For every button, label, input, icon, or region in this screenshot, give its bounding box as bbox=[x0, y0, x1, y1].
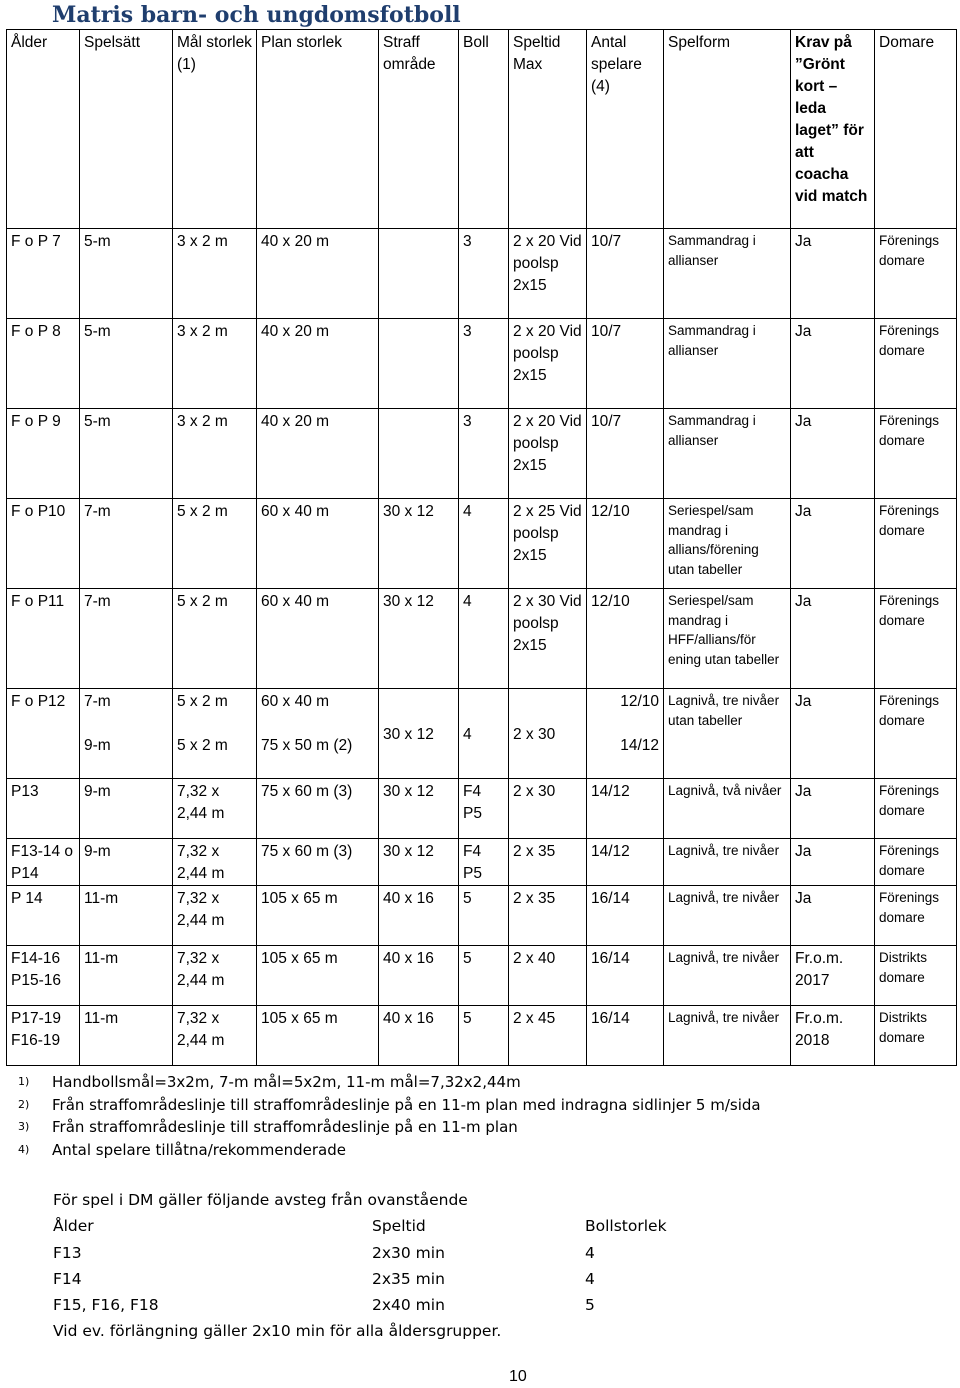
age-cell: F o P11 bbox=[7, 589, 80, 689]
referee-cell: Förenings domare bbox=[875, 779, 957, 839]
footnote-text: Antal spelare tillåtna/rekommenderade bbox=[52, 1141, 346, 1160]
table-row bbox=[7, 499, 957, 589]
dm-row bbox=[53, 1240, 753, 1266]
dm-cell: 2x30 min bbox=[372, 1243, 445, 1262]
mode-cell: 9-m bbox=[80, 839, 173, 886]
header-cell: Boll bbox=[459, 30, 509, 229]
form-cell: Lagnivå, tre nivåer utan tabeller bbox=[664, 689, 791, 779]
field-cell: 40 x 20 m bbox=[257, 229, 379, 319]
header-cell: Spelform bbox=[664, 30, 791, 229]
field-value: 75 x 50 m (2) bbox=[261, 737, 353, 754]
dm-section bbox=[53, 1187, 753, 1345]
mode-cell: 7-m bbox=[80, 499, 173, 589]
time-cell: 2 x 30 bbox=[509, 779, 587, 839]
referee-cell: Förenings domare bbox=[875, 319, 957, 409]
dm-note: Vid ev. förlängning gäller 2x10 min för alla åldersgrupper. bbox=[53, 1322, 502, 1341]
form-cell: Lagnivå, tre nivåer bbox=[664, 1006, 791, 1066]
players-cell: 14/12 bbox=[587, 779, 664, 839]
referee-cell: Förenings domare bbox=[875, 409, 957, 499]
dm-cell: F15, F16, F18 bbox=[53, 1296, 159, 1315]
dm-header: Bollstorlek bbox=[585, 1217, 667, 1236]
footnotes bbox=[18, 1071, 761, 1162]
ball-cell: 5 bbox=[459, 946, 509, 1006]
referee-cell: Förenings domare bbox=[875, 589, 957, 689]
green-card-cell: Ja bbox=[791, 779, 875, 839]
mode-cell bbox=[80, 689, 173, 779]
page-number: 10 bbox=[509, 1368, 527, 1385]
players-cell: 16/14 bbox=[587, 886, 664, 946]
header-cell: Antal spelare (4) bbox=[587, 30, 664, 229]
goal-cell bbox=[173, 689, 257, 779]
players-cell: 10/7 bbox=[587, 409, 664, 499]
field-cell: 105 x 65 m bbox=[257, 946, 379, 1006]
goal-cell: 5 x 2 m bbox=[173, 589, 257, 689]
players-value: 14/12 bbox=[620, 737, 659, 754]
dm-cell: F14 bbox=[53, 1269, 82, 1288]
green-card-cell: Ja bbox=[791, 319, 875, 409]
form-cell: Sammandrag i allianser bbox=[664, 229, 791, 319]
referee-cell: Distrikts domare bbox=[875, 946, 957, 1006]
goal-cell: 7,32 x 2,44 m bbox=[173, 1006, 257, 1066]
dm-cell: 4 bbox=[585, 1269, 595, 1288]
referee-cell: Förenings domare bbox=[875, 499, 957, 589]
mode-cell: 11-m bbox=[80, 1006, 173, 1066]
green-card-cell: Ja bbox=[791, 229, 875, 319]
time-cell: 2 x 40 bbox=[509, 946, 587, 1006]
field-cell: 60 x 40 m bbox=[257, 589, 379, 689]
header-cell: Straff område bbox=[379, 30, 459, 229]
goal-value: 5 x 2 m bbox=[177, 737, 228, 754]
table-row bbox=[7, 779, 957, 839]
green-card-cell: Ja bbox=[791, 409, 875, 499]
time-cell: 2 x 20 Vid poolsp 2x15 bbox=[509, 409, 587, 499]
footnote-text: Från straffområdeslinje till straffområdeslinje på en 11-m plan bbox=[52, 1118, 518, 1137]
page-title: Matris barn- och ungdomsfotboll bbox=[52, 2, 461, 28]
mode-value: 9-m bbox=[84, 737, 111, 754]
ball-cell: 3 bbox=[459, 229, 509, 319]
header-cell: Domare bbox=[875, 30, 957, 229]
ball-cell: 4 bbox=[459, 689, 509, 779]
age-cell: F o P12 bbox=[7, 689, 80, 779]
footnote-number: 4) bbox=[18, 1143, 30, 1157]
goal-cell: 3 x 2 m bbox=[173, 229, 257, 319]
mode-cell: 7-m bbox=[80, 589, 173, 689]
ball-cell: 5 bbox=[459, 886, 509, 946]
penalty-cell bbox=[379, 319, 459, 409]
players-cell: 12/10 bbox=[587, 589, 664, 689]
green-card-cell: Ja bbox=[791, 886, 875, 946]
header-cell: Spelsätt bbox=[80, 30, 173, 229]
table-row bbox=[7, 1006, 957, 1066]
mode-cell: 5-m bbox=[80, 229, 173, 319]
dm-header-row bbox=[53, 1213, 753, 1239]
penalty-cell bbox=[379, 409, 459, 499]
time-cell: 2 x 45 bbox=[509, 1006, 587, 1066]
goal-cell: 7,32 x 2,44 m bbox=[173, 779, 257, 839]
green-card-cell: Ja bbox=[791, 839, 875, 886]
field-cell: 60 x 40 m bbox=[257, 499, 379, 589]
dm-cell: 4 bbox=[585, 1243, 595, 1262]
penalty-cell: 30 x 12 bbox=[379, 689, 459, 779]
goal-value: 5 x 2 m bbox=[177, 693, 228, 710]
age-cell: F o P 9 bbox=[7, 409, 80, 499]
table-row bbox=[7, 319, 957, 409]
footnote-text: Från straffområdeslinje till straffområdeslinje på en 11-m plan med indragna sidlinjer 5 m/sida bbox=[52, 1095, 761, 1114]
goal-cell: 3 x 2 m bbox=[173, 409, 257, 499]
mode-cell: 5-m bbox=[80, 409, 173, 499]
time-cell: 2 x 25 Vid poolsp 2x15 bbox=[509, 499, 587, 589]
header-cell: Speltid Max bbox=[509, 30, 587, 229]
mode-cell: 5-m bbox=[80, 319, 173, 409]
ball-cell: 3 bbox=[459, 409, 509, 499]
ball-cell: 4 bbox=[459, 499, 509, 589]
form-cell: Lagnivå, tre nivåer bbox=[664, 886, 791, 946]
players-cell: 14/12 bbox=[587, 839, 664, 886]
penalty-cell bbox=[379, 229, 459, 319]
goal-cell: 7,32 x 2,44 m bbox=[173, 946, 257, 1006]
players-cell: 10/7 bbox=[587, 319, 664, 409]
ball-cell: 5 bbox=[459, 1006, 509, 1066]
players-value: 12/10 bbox=[620, 693, 659, 710]
table-row bbox=[7, 886, 957, 946]
dm-row bbox=[53, 1266, 753, 1292]
dm-intro: För spel i DM gäller följande avsteg från ovanstående bbox=[53, 1191, 468, 1209]
age-cell: P 14 bbox=[7, 886, 80, 946]
players-cell: 10/7 bbox=[587, 229, 664, 319]
table-row bbox=[7, 229, 957, 319]
footnote bbox=[18, 1071, 761, 1094]
footnote-number: 2) bbox=[18, 1097, 30, 1111]
goal-cell: 3 x 2 m bbox=[173, 319, 257, 409]
table-row bbox=[7, 946, 957, 1006]
age-cell: F14-16 P15-16 bbox=[7, 946, 80, 1006]
referee-cell: Distrikts domare bbox=[875, 1006, 957, 1066]
time-cell: 2 x 35 bbox=[509, 839, 587, 886]
header-cell: Mål storlek (1) bbox=[173, 30, 257, 229]
age-cell: F o P 8 bbox=[7, 319, 80, 409]
players-cell: 12/10 bbox=[587, 499, 664, 589]
penalty-cell: 40 x 16 bbox=[379, 1006, 459, 1066]
age-cell: F o P 7 bbox=[7, 229, 80, 319]
dm-cell: F13 bbox=[53, 1243, 82, 1262]
dm-row bbox=[53, 1292, 753, 1318]
field-cell bbox=[257, 689, 379, 779]
footnote-text: Handbollsmål=3x2m, 7-m mål=5x2m, 11-m mål=7,32x2,44m bbox=[52, 1073, 521, 1091]
field-cell: 105 x 65 m bbox=[257, 1006, 379, 1066]
form-cell: Seriespel/sam mandrag i allians/förening utan tabeller bbox=[664, 499, 791, 589]
goal-cell: 7,32 x 2,44 m bbox=[173, 886, 257, 946]
players-cell: 16/14 bbox=[587, 1006, 664, 1066]
header-cell: Plan storlek bbox=[257, 30, 379, 229]
mode-cell: 11-m bbox=[80, 886, 173, 946]
referee-cell: Förenings domare bbox=[875, 689, 957, 779]
ball-cell: F4 P5 bbox=[459, 839, 509, 886]
footnote bbox=[18, 1139, 761, 1162]
ball-cell: F4 P5 bbox=[459, 779, 509, 839]
field-cell: 105 x 65 m bbox=[257, 886, 379, 946]
penalty-cell: 30 x 12 bbox=[379, 499, 459, 589]
time-cell: 2 x 30 bbox=[509, 689, 587, 779]
penalty-cell: 40 x 16 bbox=[379, 886, 459, 946]
referee-cell: Förenings domare bbox=[875, 229, 957, 319]
time-cell: 2 x 20 Vid poolsp 2x15 bbox=[509, 319, 587, 409]
green-card-cell: Ja bbox=[791, 499, 875, 589]
header-row bbox=[7, 30, 957, 229]
table-row bbox=[7, 689, 957, 779]
header-cell: Ålder bbox=[7, 30, 80, 229]
footnote bbox=[18, 1094, 761, 1117]
dm-cell: 2x40 min bbox=[372, 1296, 445, 1315]
header-cell: Krav på ”Grönt kort – leda laget” för att coacha vid match bbox=[791, 30, 875, 229]
ball-cell: 3 bbox=[459, 319, 509, 409]
form-cell: Lagnivå, tre nivåer bbox=[664, 946, 791, 1006]
green-card-cell: Fr.o.m. 2017 bbox=[791, 946, 875, 1006]
goal-cell: 7,32 x 2,44 m bbox=[173, 839, 257, 886]
footnote-number: 1) bbox=[18, 1075, 30, 1088]
field-cell: 40 x 20 m bbox=[257, 319, 379, 409]
mode-value: 7-m bbox=[84, 693, 111, 710]
referee-cell: Förenings domare bbox=[875, 839, 957, 886]
mode-cell: 9-m bbox=[80, 779, 173, 839]
form-cell: Sammandrag i allianser bbox=[664, 319, 791, 409]
table-row bbox=[7, 839, 957, 886]
table-row bbox=[7, 589, 957, 689]
dm-header: Speltid bbox=[372, 1217, 426, 1236]
penalty-cell: 30 x 12 bbox=[379, 589, 459, 689]
field-cell: 40 x 20 m bbox=[257, 409, 379, 499]
dm-header: Ålder bbox=[53, 1217, 94, 1236]
matrix-table bbox=[6, 29, 957, 1066]
referee-cell: Förenings domare bbox=[875, 886, 957, 946]
time-cell: 2 x 30 Vid poolsp 2x15 bbox=[509, 589, 587, 689]
footnote bbox=[18, 1116, 761, 1139]
green-card-cell: Ja bbox=[791, 689, 875, 779]
time-cell: 2 x 35 bbox=[509, 886, 587, 946]
footnote-number: 3) bbox=[18, 1120, 30, 1134]
age-cell: P13 bbox=[7, 779, 80, 839]
green-card-cell: Fr.o.m. 2018 bbox=[791, 1006, 875, 1066]
form-cell: Sammandrag i allianser bbox=[664, 409, 791, 499]
goal-cell: 5 x 2 m bbox=[173, 499, 257, 589]
form-cell: Lagnivå, två nivåer bbox=[664, 779, 791, 839]
dm-cell: 5 bbox=[585, 1296, 595, 1315]
penalty-cell: 30 x 12 bbox=[379, 779, 459, 839]
table-row bbox=[7, 409, 957, 499]
players-cell: 16/14 bbox=[587, 946, 664, 1006]
field-cell: 75 x 60 m (3) bbox=[257, 779, 379, 839]
age-cell: F13-14 o P14 bbox=[7, 839, 80, 886]
ball-cell: 4 bbox=[459, 589, 509, 689]
green-card-cell: Ja bbox=[791, 589, 875, 689]
age-cell: F o P10 bbox=[7, 499, 80, 589]
mode-cell: 11-m bbox=[80, 946, 173, 1006]
form-cell: Seriespel/sam mandrag i HFF/allians/för ening utan tabeller bbox=[664, 589, 791, 689]
penalty-cell: 30 x 12 bbox=[379, 839, 459, 886]
dm-cell: 2x35 min bbox=[372, 1269, 445, 1288]
field-value: 60 x 40 m bbox=[261, 693, 330, 710]
field-cell: 75 x 60 m (3) bbox=[257, 839, 379, 886]
time-cell: 2 x 20 Vid poolsp 2x15 bbox=[509, 229, 587, 319]
penalty-cell: 40 x 16 bbox=[379, 946, 459, 1006]
age-cell: P17-19 F16-19 bbox=[7, 1006, 80, 1066]
form-cell: Lagnivå, tre nivåer bbox=[664, 839, 791, 886]
players-cell bbox=[587, 689, 664, 779]
